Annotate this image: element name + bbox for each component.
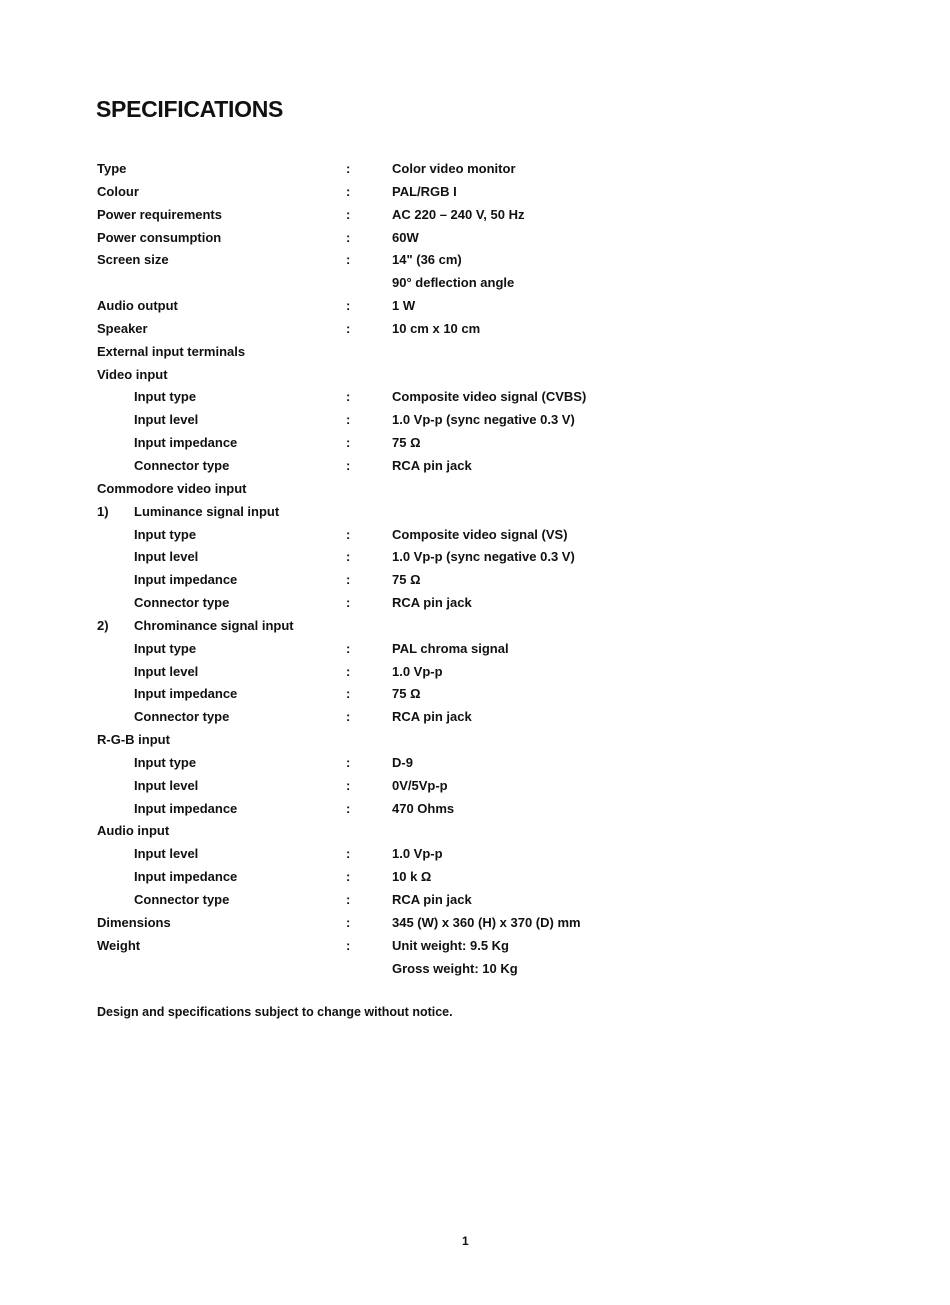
spec-row — [0, 318, 950, 341]
spec-row — [0, 638, 950, 661]
spec-value: 10 cm x 10 cm — [392, 320, 481, 336]
spec-row — [0, 524, 950, 547]
spec-colon: : — [346, 161, 351, 176]
spec-row — [0, 958, 950, 981]
spec-label: Video input — [97, 366, 168, 382]
spec-value: 1 W — [392, 298, 416, 314]
spec-row — [0, 364, 950, 387]
spec-row — [0, 706, 950, 729]
spec-colon: : — [346, 595, 351, 611]
spec-colon: : — [346, 663, 351, 679]
spec-colon: : — [346, 777, 351, 793]
spec-row — [0, 661, 950, 684]
spec-label: Connector type — [134, 595, 230, 611]
spec-colon: : — [346, 206, 351, 222]
page-number: 1 — [462, 1234, 469, 1248]
spec-colon: : — [346, 252, 351, 268]
spec-colon: : — [346, 389, 351, 405]
spec-label: External input terminals — [97, 343, 246, 359]
spec-label: Screen size — [97, 252, 169, 268]
spec-label: Dimensions — [97, 914, 171, 930]
spec-row — [0, 935, 950, 958]
spec-label: Input level — [134, 412, 199, 428]
spec-row — [0, 546, 950, 569]
spec-row — [0, 249, 950, 272]
spec-colon: : — [346, 572, 351, 588]
spec-colon: : — [346, 435, 351, 451]
spec-table — [0, 158, 950, 980]
spec-value: D-9 — [392, 754, 413, 770]
spec-value: 75 Ω — [392, 435, 421, 451]
spec-label: Input level — [134, 549, 199, 565]
spec-row-number: 2) — [97, 617, 109, 633]
spec-value: RCA pin jack — [392, 892, 472, 907]
spec-value: RCA pin jack — [392, 457, 472, 473]
spec-label: Connector type — [134, 892, 230, 907]
spec-row — [0, 729, 950, 752]
spec-value: PAL chroma signal — [392, 640, 509, 656]
spec-label: Chrominance signal input — [134, 617, 294, 633]
spec-colon: : — [346, 320, 351, 336]
spec-row — [0, 295, 950, 318]
spec-value: 1.0 Vp-p — [392, 663, 443, 679]
spec-colon: : — [346, 183, 351, 199]
spec-label: Input impedance — [134, 435, 238, 451]
spec-colon: : — [346, 526, 351, 542]
spec-row — [0, 820, 950, 843]
spec-colon: : — [346, 800, 351, 816]
spec-row-number: 1) — [97, 503, 109, 519]
spec-label: Input impedance — [134, 869, 238, 885]
spec-row — [0, 181, 950, 204]
spec-row — [0, 158, 950, 181]
spec-value: PAL/RGB I — [392, 183, 457, 199]
spec-row — [0, 272, 950, 295]
spec-label: Connector type — [134, 709, 230, 725]
footnote: Design and specifications subject to change without notice. — [97, 1005, 453, 1019]
spec-row — [0, 592, 950, 615]
spec-label: Connector type — [134, 457, 230, 473]
spec-value: 75 Ω — [392, 686, 421, 702]
spec-value: 1.0 Vp-p (sync negative 0.3 V) — [392, 412, 575, 428]
spec-row — [0, 478, 950, 501]
spec-value: 1.0 Vp-p (sync negative 0.3 V) — [392, 549, 575, 565]
spec-row — [0, 775, 950, 798]
spec-row — [0, 798, 950, 821]
spec-value: 90° deflection angle — [392, 275, 515, 291]
spec-value: Unit weight: 9.5 Kg — [392, 937, 509, 953]
spec-row — [0, 341, 950, 364]
spec-colon: : — [346, 754, 351, 770]
spec-label: Audio output — [97, 298, 178, 314]
spec-label: Weight — [97, 937, 141, 953]
spec-colon: : — [346, 229, 351, 245]
spec-label: Type — [97, 161, 127, 176]
spec-colon: : — [346, 298, 351, 314]
spec-value: RCA pin jack — [392, 709, 472, 725]
spec-label: Input impedance — [134, 572, 238, 588]
spec-label: Input type — [134, 389, 197, 405]
spec-row — [0, 501, 950, 524]
spec-label: Input type — [134, 754, 197, 770]
spec-value: 14" (36 cm) — [392, 252, 462, 268]
spec-colon: : — [346, 937, 351, 953]
spec-row — [0, 615, 950, 638]
spec-colon: : — [346, 686, 351, 702]
spec-row — [0, 227, 950, 250]
spec-colon: : — [346, 869, 351, 885]
spec-row — [0, 409, 950, 432]
spec-value: AC 220 – 240 V, 50 Hz — [392, 206, 525, 222]
spec-value: Color video monitor — [392, 161, 516, 176]
spec-label: Input level — [134, 663, 199, 679]
spec-value: Gross weight: 10 Kg — [392, 960, 518, 976]
spec-colon: : — [346, 457, 351, 473]
spec-label: R-G-B input — [97, 732, 170, 748]
spec-row — [0, 569, 950, 592]
spec-label: Power consumption — [97, 229, 222, 245]
spec-row — [0, 752, 950, 775]
spec-colon: : — [346, 549, 351, 565]
spec-value: RCA pin jack — [392, 595, 472, 611]
spec-value: 345 (W) x 360 (H) x 370 (D) mm — [392, 914, 581, 930]
spec-colon: : — [346, 846, 351, 862]
spec-row — [0, 204, 950, 227]
spec-label: Commodore video input — [97, 480, 247, 496]
spec-colon: : — [346, 892, 351, 907]
spec-value: 75 Ω — [392, 572, 421, 588]
spec-label: Luminance signal input — [134, 503, 280, 519]
page-title: SPECIFICATIONS — [96, 96, 284, 122]
spec-value: 10 k Ω — [392, 869, 432, 885]
spec-row — [0, 866, 950, 889]
spec-value: 470 Ohms — [392, 800, 455, 816]
spec-value: 0V/5Vp-p — [392, 777, 448, 793]
spec-label: Speaker — [97, 320, 148, 336]
spec-label: Input impedance — [134, 800, 238, 816]
spec-label: Input type — [134, 526, 197, 542]
spec-row — [0, 889, 950, 912]
spec-row — [0, 386, 950, 409]
spec-row — [0, 912, 950, 935]
spec-colon: : — [346, 412, 351, 428]
spec-row — [0, 432, 950, 455]
spec-value: 60W — [392, 229, 419, 245]
spec-label: Audio input — [97, 823, 170, 839]
spec-label: Power requirements — [97, 206, 222, 222]
spec-row — [0, 843, 950, 866]
spec-row — [0, 683, 950, 706]
spec-colon: : — [346, 640, 351, 656]
spec-label: Colour — [97, 183, 139, 199]
spec-colon: : — [346, 914, 351, 930]
spec-row — [0, 455, 950, 478]
spec-label: Input impedance — [134, 686, 238, 702]
spec-label: Input type — [134, 640, 197, 656]
spec-label: Input level — [134, 846, 199, 862]
spec-value: 1.0 Vp-p — [392, 846, 443, 862]
spec-value: Composite video signal (VS) — [392, 526, 568, 542]
spec-label: Input level — [134, 777, 199, 793]
spec-value: Composite video signal (CVBS) — [392, 389, 587, 405]
spec-colon: : — [346, 709, 351, 725]
